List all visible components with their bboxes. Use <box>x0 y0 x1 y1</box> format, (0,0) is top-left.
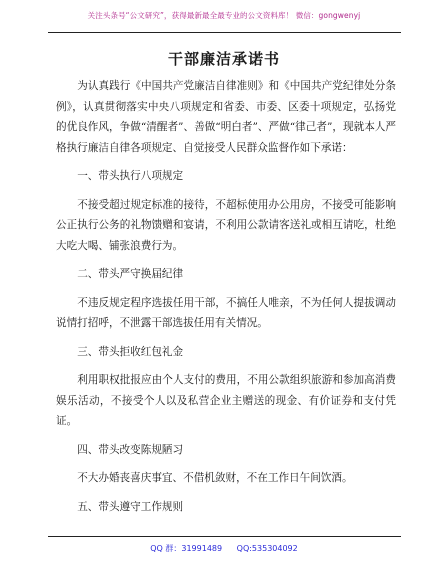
section-text-2: 不违反规定程序选拔任用干部，不搞任人唯亲，不为任何人提拔调动说情打招呼，不泄露干部选拔任用有关情况。 <box>56 296 396 329</box>
section-text-4: 不大办婚丧喜庆事宜、不借机敛财，不在工作日午间饮酒。 <box>77 472 353 484</box>
section-heading-2: 二、带头严守换届纪律 <box>77 268 184 280</box>
section-heading-3: 三、带头拒收红包礼金 <box>77 345 184 358</box>
footer-contact <box>0 543 448 554</box>
document-body <box>56 76 396 525</box>
header-banner: 关注头条号“公文研究”，获得最新最全最专业的公文资料库！ 微信：gongwenyj <box>87 11 361 20</box>
section-heading-4: 四、带头改变陈规陋习 <box>77 443 184 456</box>
footer-qq-group: QQ 群：31991489 <box>150 544 223 553</box>
section-text-1: 不接受超过规定标准的接待，不超标使用办公用房，不接受可能影响公正执行公务的礼物馈赠和宴请，不利用公款请客送礼或相互请吃，杜绝大吃大喝、铺张浪费行为。 <box>56 198 396 252</box>
intro-paragraph: 为认真践行《中国共产党廉洁自律准则》和《中国共产党纪律处分条例》，认真贯彻落实中央八项规定和省委、市委、区委十项规定，弘扬党的优良作风，争做“清醒者”、善做“明白者”、严做“律己者”，现就本人严格执行廉洁自律各项规定、自觉接受人民群众监督作如下承诺： <box>56 80 396 154</box>
section-heading-5: 五、带头遵守工作规则 <box>77 500 184 513</box>
footer-divider <box>48 536 401 537</box>
document-title: 干部廉洁承诺书 <box>167 50 280 68</box>
section-heading-1: 一、带头执行八项规定 <box>77 170 184 182</box>
footer-qq: QQ:535304092 <box>236 544 298 553</box>
section-text-3: 利用职权批报应由个人支付的费用，不用公款组织旅游和参加高消费娱乐活动，不接受个人以及私营企业主赠送的现金、有价证券和支付凭证。 <box>56 374 396 427</box>
header-divider <box>48 32 401 33</box>
